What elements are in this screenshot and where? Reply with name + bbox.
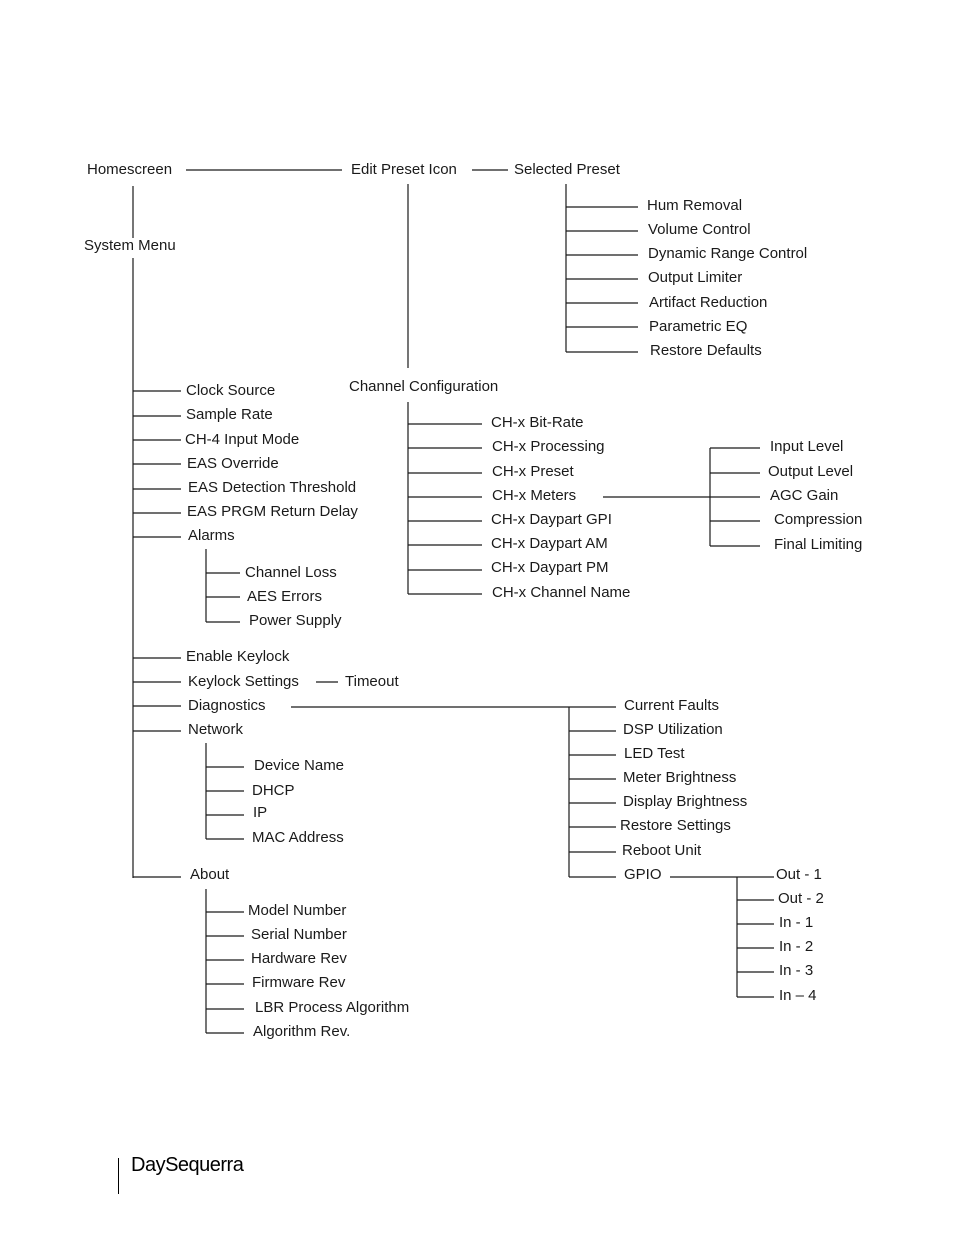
node-gpio-item: In - 2 <box>779 938 814 955</box>
node-gpio-item: Out - 2 <box>778 890 824 907</box>
node-system-item: Clock Source <box>186 382 276 399</box>
node-alarm-item: AES Errors <box>247 588 323 605</box>
node-channel-item: CH-x Channel Name <box>492 584 631 601</box>
node-preset-item: Hum Removal <box>647 197 743 214</box>
node-network-item: Device Name <box>254 757 345 774</box>
node-alarm-item: Power Supply <box>249 612 342 629</box>
node-system-item: EAS PRGM Return Delay <box>187 503 358 520</box>
node-keylock-settings: Keylock Settings <box>188 673 299 690</box>
node-enable-keylock: Enable Keylock <box>186 648 290 665</box>
node-gpio-item: In – 4 <box>779 987 817 1004</box>
node-channel-item: CH-x Processing <box>492 438 605 455</box>
node-preset-item: Parametric EQ <box>649 318 748 335</box>
node-about-item: Firmware Rev <box>252 974 346 991</box>
node-channel-item: CH-x Bit-Rate <box>491 414 584 431</box>
footer-brand: DaySequerra <box>131 1154 244 1176</box>
node-channel-item: CH-x Preset <box>492 463 574 480</box>
node-about-item: Algorithm Rev. <box>253 1023 351 1040</box>
node-preset-item: Dynamic Range Control <box>648 245 808 262</box>
node-meters-item: Compression <box>774 511 863 528</box>
node-about: About <box>190 866 230 883</box>
node-system-item: CH-4 Input Mode <box>185 431 300 448</box>
node-timeout: Timeout <box>345 673 399 690</box>
node-preset-item: Restore Defaults <box>650 342 762 359</box>
node-network-item: DHCP <box>252 782 295 799</box>
node-edit-preset-icon: Edit Preset Icon <box>351 161 457 178</box>
node-diagnostics-item: LED Test <box>624 745 685 762</box>
node-meters-item: Output Level <box>768 463 854 480</box>
node-homescreen: Homescreen <box>87 161 173 178</box>
node-channel-item: CH-x Meters <box>492 487 577 504</box>
node-about-item: Model Number <box>248 902 347 919</box>
node-about-item: LBR Process Algorithm <box>255 999 410 1016</box>
node-network-item: MAC Address <box>252 829 344 846</box>
node-gpio-item: In - 3 <box>779 962 814 979</box>
node-diagnostics-item: Reboot Unit <box>622 842 702 859</box>
node-diagnostics: Diagnostics <box>188 697 266 714</box>
node-channel-configuration: Channel Configuration <box>349 378 499 395</box>
node-diagnostics-item: Display Brightness <box>623 793 748 810</box>
node-network-item: IP <box>253 804 268 821</box>
node-preset-item: Artifact Reduction <box>649 294 768 311</box>
node-system-item: EAS Override <box>187 455 279 472</box>
node-diagnostics-item: Meter Brightness <box>623 769 737 786</box>
node-channel-item: CH-x Daypart PM <box>491 559 609 576</box>
footer-rule <box>118 1158 119 1194</box>
node-network: Network <box>188 721 244 738</box>
node-diagnostics-item: Restore Settings <box>620 817 731 834</box>
node-selected-preset: Selected Preset <box>514 161 620 178</box>
node-channel-item: CH-x Daypart AM <box>491 535 608 552</box>
node-meters-item: Final Limiting <box>774 536 863 553</box>
node-meters-item: AGC Gain <box>770 487 839 504</box>
node-meters-item: Input Level <box>770 438 844 455</box>
node-about-item: Hardware Rev <box>251 950 347 967</box>
node-diagnostics-item: GPIO <box>624 866 662 883</box>
node-alarm-item: Channel Loss <box>245 564 337 581</box>
node-diagnostics-item: DSP Utilization <box>623 721 723 738</box>
node-gpio-item: Out - 1 <box>776 866 822 883</box>
node-about-item: Serial Number <box>251 926 347 943</box>
node-system-menu: System Menu <box>84 237 176 254</box>
node-system-item: EAS Detection Threshold <box>188 479 357 496</box>
node-gpio-item: In - 1 <box>779 914 814 931</box>
node-system-item: Alarms <box>188 527 235 544</box>
node-preset-item: Volume Control <box>648 221 751 238</box>
node-diagnostics-item: Current Faults <box>624 697 720 714</box>
node-system-item: Sample Rate <box>186 406 273 423</box>
node-preset-item: Output Limiter <box>648 269 743 286</box>
node-channel-item: CH-x Daypart GPI <box>491 511 612 528</box>
